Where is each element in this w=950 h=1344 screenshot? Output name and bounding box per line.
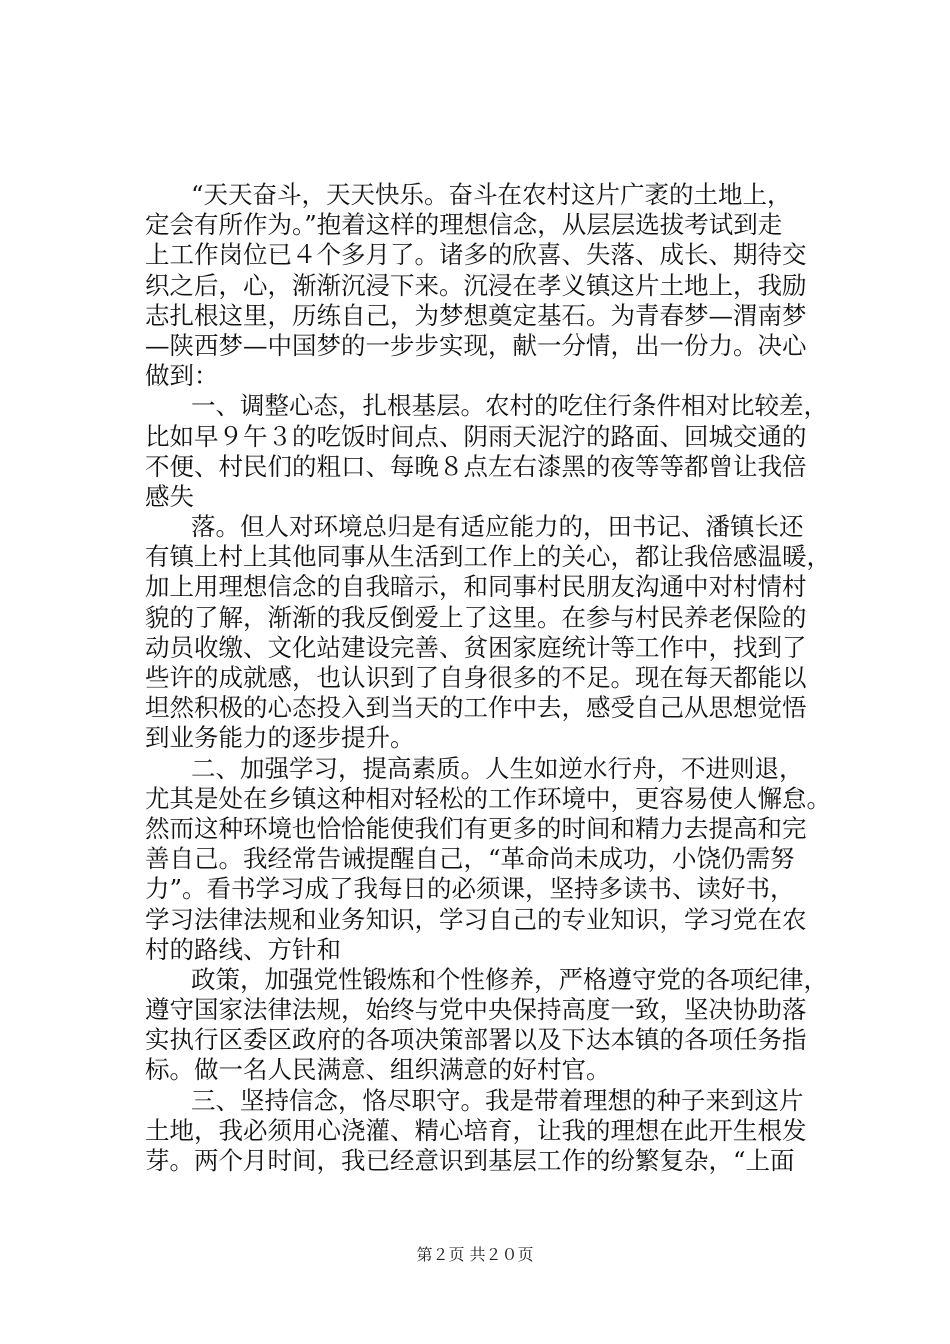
text-line: 政策，加强党性锻炼和个性修养，严格遵守党的各项纪律， [191,964,828,994]
text-line: “天天奋斗，天天快乐。奋斗在农村这片广袤的土地上， [191,180,792,209]
text-line: 比如早９午３的吃饭时间点、阴雨天泥泞的路面、回城交通的 [145,421,807,451]
text-line: —陕西梦—中国梦的一步步实现，献一分情，出一份力。决心 [145,330,807,360]
text-line: 貌的了解，渐渐的我反倒爱上了这里。在参与村民养老保险的 [145,602,807,632]
text-line: 一、调整心态，扎根基层。农村的吃住行条件相对比较差， [191,391,828,421]
text-line: 村的路线、方针和 [145,934,341,964]
text-line: 落。但人对环境总归是有适应能力的，田书记、潘镇长还 [191,512,804,542]
text-line: 加上用理想信念的自我暗示，和同事村民朋友沟通中对村情村 [145,572,807,602]
text-line: 力”。看书学习成了我每日的必须课，坚持多读书、读好书， [145,874,795,904]
text-line: 二、加强学习，提高素质。人生如逆水行舟，不进则退， [191,753,804,783]
text-line: 到业务能力的逐步提升。 [145,723,415,753]
text-line: 做到： [145,361,219,391]
text-line: 学习法律法规和业务知识，学习自己的专业知识，学习党在农 [145,904,807,934]
text-line: 芽。两个月时间，我已经意识到基层工作的纷繁复杂，“上面 [145,1146,795,1175]
text-line: 善自己。我经常告诫提醒自己，“革命尚未成功，小饶仍需努 [145,844,795,874]
text-line: 不便、村民们的粗口、每晚８点左右漆黑的夜等等都曾让我倍 [145,451,807,481]
document-body [145,180,835,1176]
text-line: 有镇上村上其他同事从生活到工作上的关心，都让我倍感温暖， [145,542,831,572]
text-line: 遵守国家法律法规，始终与党中央保持高度一致，坚决协助落 [145,995,807,1025]
text-line: 上工作岗位已４个多月了。诸多的欣喜、失落、成长、期待交 [145,240,807,270]
text-line: 织之后，心，渐渐沉浸下来。沉浸在孝义镇这片土地上，我励 [145,270,807,300]
text-line: 然而这种环境也恰恰能使我们有更多的时间和精力去提高和完 [145,813,807,843]
text-line: 三、坚持信念，恪尽职守。我是带着理想的种子来到这片 [191,1085,804,1115]
text-line: 实执行区委区政府的各项决策部署以及下达本镇的各项任务指 [145,1025,807,1055]
text-line: 感失 [145,481,194,511]
text-line: 些许的成就感，也认识到了自身很多的不足。现在每天都能以 [145,663,807,692]
text-line: 标。做一名人民满意、组织满意的好村官。 [145,1055,611,1085]
text-line: 动员收缴、文化站建设完善、贫困家庭统计等工作中，找到了 [145,632,807,662]
page-footer: 第２页 共２０页 [416,1245,534,1264]
text-line: 定会有所作为。”抱着这样的理想信念，从层层选拔考试到走 [145,210,783,240]
text-line: 志扎根这里，历练自己，为梦想奠定基石。为青春梦—渭南梦 [145,300,807,330]
text-line: 坦然积极的心态投入到当天的工作中去，感受自己从思想觉悟 [145,693,807,723]
text-line: 土地，我必须用心浇灌、精心培育，让我的理想在此开生根发 [145,1115,807,1145]
text-line: 尤其是处在乡镇这种相对轻松的工作环境中，更容易使人懈怠。 [145,783,831,813]
